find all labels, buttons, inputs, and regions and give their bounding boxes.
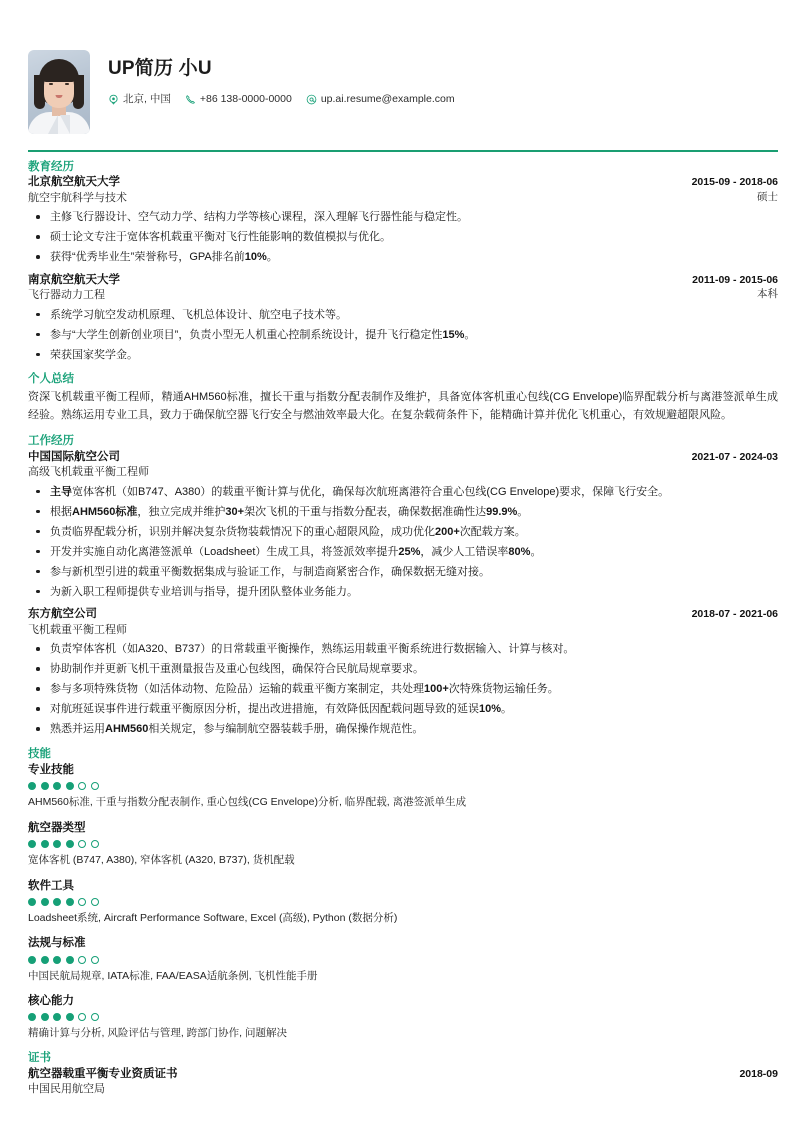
email-at-icon <box>306 94 317 105</box>
skill-dot-filled <box>66 840 74 848</box>
skill-dot-filled <box>28 782 36 790</box>
section-skills <box>28 747 778 1043</box>
education-degree: 硕士 <box>757 190 778 203</box>
skill-items: 中国民航局规章, IATA标准, FAA/EASA适航条例, 飞机性能手册 <box>28 969 318 982</box>
contact-location <box>108 92 171 107</box>
summary-text: 资深飞机载重平衡工程师，精通AHM560标准，擅长干重与指数分配表制作及维护，具备宽体客机重心包线(CG Envelope)临界配载分析与离港签派单生成经验。熟练运用专业工具，致力于确保航空器飞行安全与燃油效率最大化。在复杂载荷条件下，能精确计算并优化飞机重心，有效规避超限风险。 <box>28 390 778 422</box>
skill-dot-filled <box>53 782 61 790</box>
section-education <box>28 160 778 363</box>
skill-dot-filled <box>41 956 49 964</box>
avatar-collar-right <box>60 115 70 134</box>
skill-level-dots <box>28 782 778 790</box>
entry-head <box>28 607 778 638</box>
skill-dot-filled <box>66 956 74 964</box>
skill-dot-filled <box>66 898 74 906</box>
skill-dot-empty <box>91 956 99 964</box>
skill-items: 宽体客机 (B747, A380), 窄体客机 (A320, B737), 货机配载 <box>28 853 295 866</box>
entry-left <box>28 175 127 206</box>
work-role: 飞机载重平衡工程师 <box>28 623 127 636</box>
entry-left <box>28 1067 178 1098</box>
skill-items: Loadsheet系统, Aircraft Performance Software, Excel (高级), Python (数据分析) <box>28 911 398 924</box>
skill-group-name: 专业技能 <box>28 763 74 776</box>
education-date: 2011-09 - 2015-06 <box>692 273 778 286</box>
education-bullets <box>28 209 778 266</box>
list-item: 荣获国家奖学金。 <box>28 347 778 364</box>
list-item: 对航班延误事件进行载重平衡原因分析，提出改进措施，有效降低因配载问题导致的延误10%。 <box>28 701 778 718</box>
education-school: 北京航空航天大学 <box>28 176 120 189</box>
education-bullets <box>28 307 778 364</box>
education-school: 南京航空航天大学 <box>28 273 120 286</box>
skill-group <box>28 935 778 984</box>
education-degree: 本科 <box>757 287 778 300</box>
skill-group-name: 核心能力 <box>28 995 74 1008</box>
list-item: 协助制作并更新飞机干重测量报告及重心包线图，确保符合民航局规章要求。 <box>28 661 778 678</box>
skill-dot-empty <box>91 782 99 790</box>
skill-dot-filled <box>53 898 61 906</box>
list-item: 主导宽体客机（如B747、A380）的载重平衡计算与优化，确保每次航班离港符合重心包线(CG Envelope)要求，保障飞行安全。 <box>28 484 778 501</box>
contact-phone-value: +86 138-0000-0000 <box>199 92 292 105</box>
education-entry <box>28 273 778 363</box>
certificate-issuer: 中国民用航空局 <box>28 1083 105 1096</box>
entry-right <box>692 273 778 302</box>
skill-items: 精确计算与分析, 风险评估与管理, 跨部门协作, 问题解决 <box>28 1027 288 1040</box>
list-item: 系统学习航空发动机原理、飞机总体设计、航空电子技术等。 <box>28 307 778 324</box>
work-role: 高级飞机载重平衡工程师 <box>28 466 149 479</box>
skill-group-name: 法规与标准 <box>28 937 86 950</box>
skill-dot-empty <box>78 898 86 906</box>
entry-head <box>28 1067 778 1098</box>
list-item: 参与新机型引进的载重平衡数据集成与验证工作，与制造商紧密合作，确保数据无缝对接。 <box>28 564 778 581</box>
education-date: 2015-09 - 2018-06 <box>691 176 778 189</box>
section-work <box>28 434 778 737</box>
skill-dot-filled <box>53 840 61 848</box>
header-divider <box>28 150 778 152</box>
list-item: 参与多项特殊货物（如活体动物、危险品）运输的载重平衡方案制定，共处理100+次特殊货物运输任务。 <box>28 681 778 698</box>
work-bullets <box>28 641 778 738</box>
list-item: 开发并实施自动化离港签派单（Loadsheet）生成工具，将签派效率提升25%，减少人工错误率80%。 <box>28 544 778 561</box>
section-certificates <box>28 1051 778 1097</box>
contact-email-value: up.ai.resume@example.com <box>320 92 455 105</box>
entry-head <box>28 273 778 304</box>
work-company: 中国国际航空公司 <box>28 450 120 463</box>
contact-row <box>108 92 465 107</box>
page-title: UP简历 小U <box>108 58 212 79</box>
certificate-date: 2018-09 <box>739 1067 778 1080</box>
section-title-education: 教育经历 <box>28 161 74 173</box>
avatar <box>28 50 90 134</box>
work-date: 2021-07 - 2024-03 <box>691 450 778 463</box>
education-major: 飞行器动力工程 <box>28 289 105 302</box>
skill-dot-filled <box>53 1013 61 1021</box>
list-item: 负责窄体客机（如A320、B737）的日常载重平衡操作，熟练运用载重平衡系统进行数据输入、计算与核对。 <box>28 641 778 658</box>
section-title-skills: 技能 <box>28 747 51 760</box>
entry-left <box>28 450 149 481</box>
education-entry <box>28 175 778 265</box>
skill-dot-filled <box>28 1013 36 1021</box>
skill-group <box>28 993 778 1042</box>
list-item: 主修飞行器设计、空气动力学、结构力学等核心课程，深入理解飞行器性能与稳定性。 <box>28 209 778 226</box>
list-item: 熟悉并运用AHM560相关规定，参与编制航空器装载手册，确保操作规范性。 <box>28 721 778 738</box>
skill-items: AHM560标准, 干重与指数分配表制作, 重心包线(CG Envelope)分析, 临界配载, 离港签派单生成 <box>28 796 467 809</box>
work-entry <box>28 607 778 737</box>
skill-dot-filled <box>53 956 61 964</box>
list-item: 硕士论文专注于宽体客机载重平衡对飞行性能影响的数值模拟与优化。 <box>28 229 778 246</box>
certificate-name: 航空器载重平衡专业资质证书 <box>28 1067 178 1080</box>
list-item: 参与“大学生创新创业项目”，负责小型无人机重心控制系统设计，提升飞行稳定性15%。 <box>28 327 778 344</box>
list-item: 为新入职工程师提供专业培训与指导，提升团队整体业务能力。 <box>28 584 778 601</box>
avatar-eye-left <box>49 83 53 85</box>
section-summary <box>28 372 778 425</box>
education-major: 航空宇航科学与技术 <box>28 191 127 204</box>
skill-group <box>28 878 778 927</box>
skill-group <box>28 762 778 811</box>
section-title-work: 工作经历 <box>28 435 74 448</box>
section-title-summary: 个人总结 <box>28 373 74 386</box>
avatar-collar-left <box>48 115 58 134</box>
skill-dot-empty <box>78 782 86 790</box>
work-bullets <box>28 484 778 601</box>
list-item: 根据AHM560标准，独立完成并维护30+架次飞机的干重与指数分配表，确保数据准确性达99.9%。 <box>28 504 778 521</box>
list-item: 负责临界配载分析，识别并解决复杂货物装载情况下的重心超限风险，成功优化200+次配载方案。 <box>28 524 778 541</box>
skill-dot-filled <box>41 1013 49 1021</box>
phone-icon <box>185 94 196 105</box>
entry-right <box>692 450 778 464</box>
contact-phone <box>185 92 292 107</box>
skill-group-name: 航空器类型 <box>28 821 86 834</box>
skill-dot-filled <box>28 840 36 848</box>
entry-left <box>28 607 127 638</box>
entry-right <box>692 175 778 204</box>
skill-group <box>28 820 778 869</box>
skill-dot-filled <box>41 840 49 848</box>
avatar-eye-right <box>65 83 69 85</box>
avatar-fringe <box>41 67 77 82</box>
location-pin-icon <box>108 94 119 105</box>
skill-group-name: 软件工具 <box>28 879 74 892</box>
skill-dot-empty <box>91 898 99 906</box>
skill-dot-filled <box>41 898 49 906</box>
work-company: 东方航空公司 <box>28 608 97 621</box>
contact-email <box>306 92 455 107</box>
work-date: 2018-07 - 2021-06 <box>691 608 778 621</box>
skill-dot-filled <box>28 956 36 964</box>
section-title-certificates: 证书 <box>28 1052 51 1065</box>
skill-dot-empty <box>91 840 99 848</box>
skill-dot-filled <box>41 782 49 790</box>
skill-dot-empty <box>78 956 86 964</box>
entry-left <box>28 273 120 304</box>
entry-head <box>28 450 778 481</box>
skill-level-dots <box>28 898 778 906</box>
entry-head <box>28 175 778 206</box>
contact-location-value: 北京, 中国 <box>123 92 171 105</box>
list-item: 获得“优秀毕业生”荣誉称号，GPA排名前10%。 <box>28 249 778 266</box>
skill-level-dots <box>28 1013 778 1021</box>
skill-dot-filled <box>28 898 36 906</box>
skill-level-dots <box>28 956 778 964</box>
skill-dot-filled <box>66 782 74 790</box>
skill-level-dots <box>28 840 778 848</box>
skill-dot-filled <box>66 1013 74 1021</box>
header-text-block <box>108 50 465 107</box>
entry-right <box>692 607 778 621</box>
skill-dot-empty <box>78 840 86 848</box>
skill-dot-empty <box>91 1013 99 1021</box>
skill-dot-empty <box>78 1013 86 1021</box>
resume-header <box>28 50 778 144</box>
work-entry <box>28 450 778 600</box>
entry-right <box>739 1067 778 1081</box>
certificate-entry <box>28 1067 778 1098</box>
